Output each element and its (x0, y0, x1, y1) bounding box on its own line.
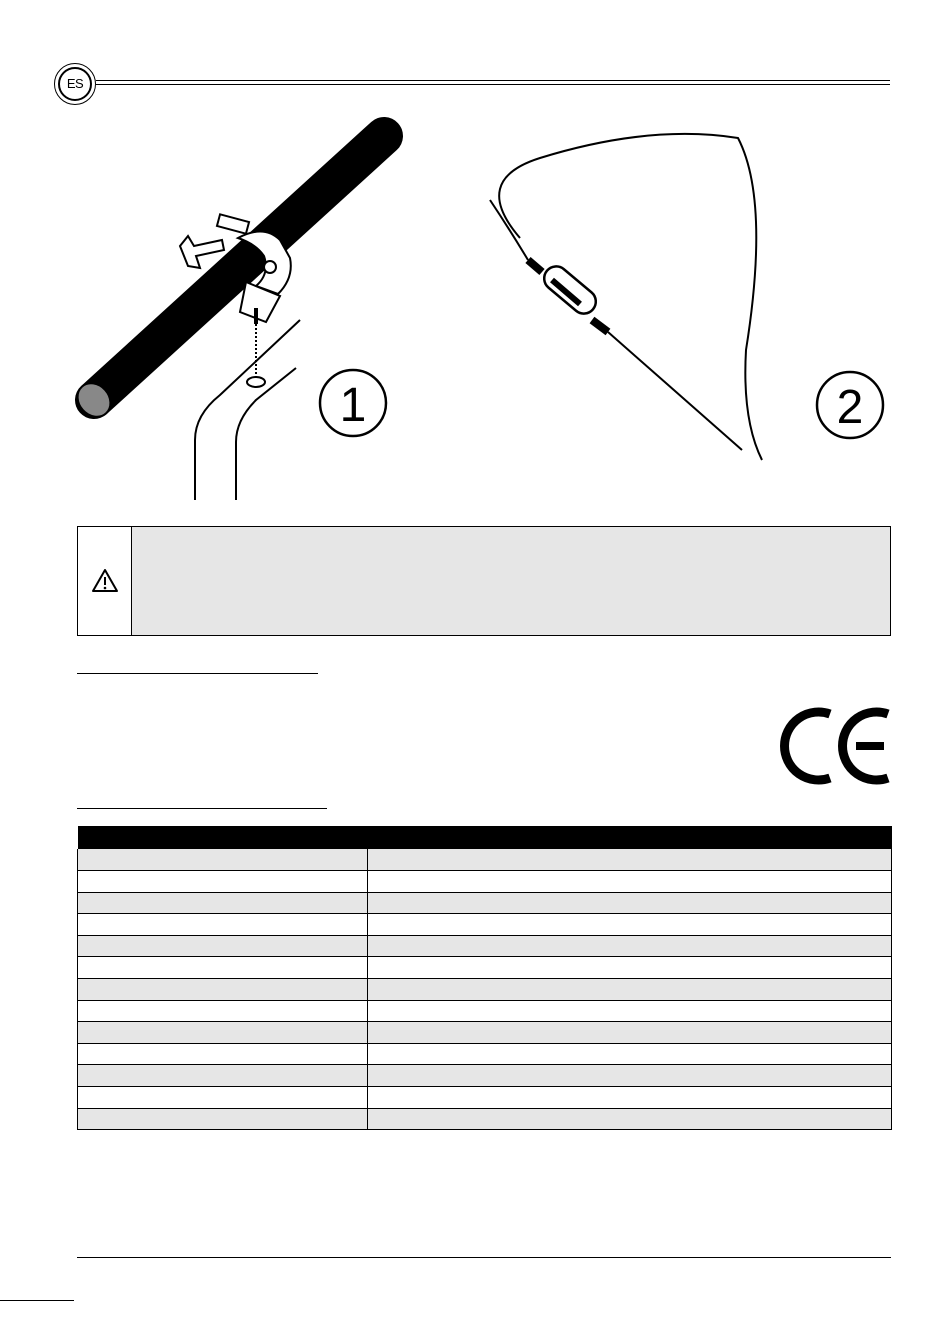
figure-2-cable-tail (608, 332, 742, 450)
figure-1-mount-hole (247, 377, 265, 387)
table-cell (368, 957, 892, 979)
figure-1-tube (94, 136, 384, 400)
table-row (78, 1043, 892, 1065)
section-rule-1 (77, 673, 318, 674)
figure-2-safety-cable-illustration (480, 120, 900, 470)
table-cell (78, 1000, 368, 1022)
table-cell (78, 979, 368, 1001)
table-row (78, 1000, 892, 1022)
language-badge: ES (58, 67, 92, 101)
footer-rule (77, 1257, 891, 1258)
figure-2-carabiner (539, 262, 600, 319)
section-rule-2 (77, 808, 327, 809)
table-cell (368, 935, 892, 957)
table-cell (78, 892, 368, 914)
table-cell (78, 1087, 368, 1109)
figure-2-ferrule-bottom (592, 320, 608, 332)
table-row (78, 892, 892, 914)
table-cell (78, 957, 368, 979)
table-cell (368, 1000, 892, 1022)
table-cell (78, 1108, 368, 1130)
table-cell (78, 1022, 368, 1044)
table-row (78, 871, 892, 893)
table-cell (368, 979, 892, 1001)
figure-1-number: 1 (339, 379, 367, 432)
table-cell (78, 1065, 368, 1087)
figure-2-ferrule-top (528, 260, 542, 272)
table-cell (368, 1087, 892, 1109)
header-rule-bottom (96, 84, 890, 85)
spec-table (77, 826, 892, 1130)
ce-mark-icon (780, 706, 894, 786)
warning-triangle-icon (90, 567, 120, 595)
table-row (78, 957, 892, 979)
figure-1-clamp-illustration (60, 110, 410, 510)
table-cell (368, 1065, 892, 1087)
table-cell (78, 849, 368, 871)
page-corner-rule (0, 1300, 74, 1301)
table-cell (78, 914, 368, 936)
warning-box (77, 526, 891, 636)
table-row (78, 979, 892, 1001)
table-cell (368, 871, 892, 893)
table-cell (368, 892, 892, 914)
table-row (78, 849, 892, 871)
table-row (78, 914, 892, 936)
spec-table-header (78, 826, 892, 849)
figure-2-number: 2 (836, 381, 864, 434)
table-cell (78, 1043, 368, 1065)
table-row (78, 1108, 892, 1130)
table-cell (368, 1043, 892, 1065)
figure-1-yoke-right (236, 368, 296, 500)
table-row (78, 935, 892, 957)
header-rule-top (96, 80, 890, 81)
table-row (78, 1022, 892, 1044)
figure-2-cable-loop (499, 134, 762, 460)
table-cell (78, 935, 368, 957)
table-row (78, 1065, 892, 1087)
spec-table-header-cell (368, 826, 892, 849)
table-cell (368, 1108, 892, 1130)
table-cell (78, 871, 368, 893)
spec-table-header-cell (78, 826, 368, 849)
table-row (78, 1087, 892, 1109)
table-cell (368, 1022, 892, 1044)
warning-icon-cell (78, 527, 132, 635)
table-cell (368, 849, 892, 871)
table-cell (368, 914, 892, 936)
